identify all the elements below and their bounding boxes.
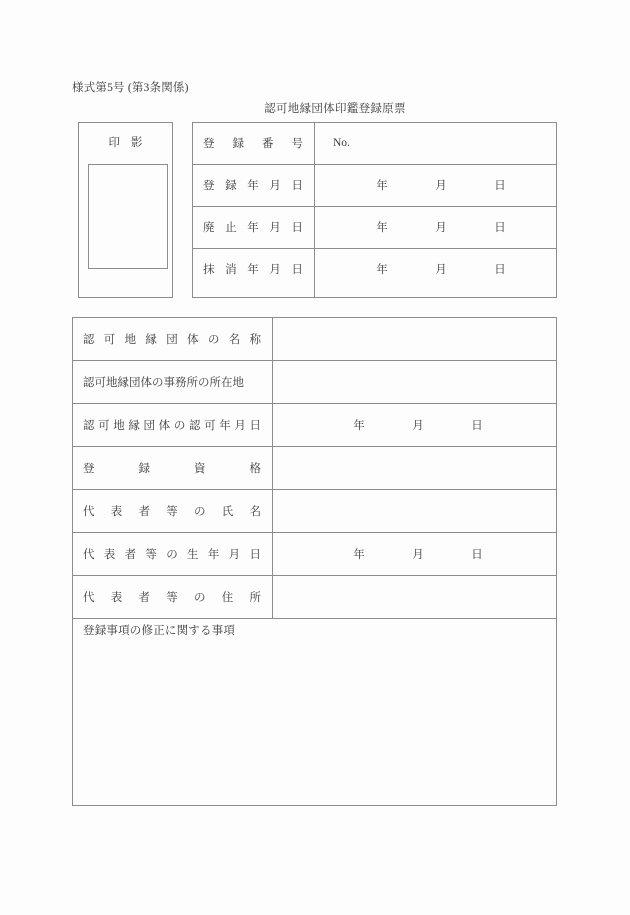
- abolition-date-value[interactable]: 年 月 日: [376, 222, 524, 234]
- group-office-address-value[interactable]: [273, 360, 557, 403]
- registration-qualification-label: 登録資格: [83, 462, 261, 475]
- deletion-date-value[interactable]: 年 月 日: [376, 264, 524, 276]
- representative-name-value[interactable]: [273, 489, 557, 532]
- representative-birthdate-value[interactable]: 年 月 日: [353, 548, 501, 561]
- page-title: 認可地縁団体印鑑登録原票: [264, 103, 406, 115]
- main-notes-divider: [72, 618, 557, 619]
- group-approval-date-label: 認可地縁団体の認可年月日: [83, 419, 261, 432]
- group-approval-date-value[interactable]: 年 月 日: [353, 419, 501, 432]
- representative-name-label: 代表者等の氏名: [83, 505, 261, 518]
- registration-date-value[interactable]: 年 月 日: [376, 180, 524, 192]
- registration-qualification-value[interactable]: [273, 446, 557, 489]
- abolition-date-label: 廃止年月日: [203, 222, 303, 234]
- deletion-date-label: 抹消年月日: [203, 264, 303, 276]
- representative-birthdate-label: 代表者等の生年月日: [83, 548, 261, 561]
- seal-impression-label: 印影: [108, 137, 154, 149]
- registration-date-label: 登録年月日: [203, 180, 303, 192]
- group-name-value[interactable]: [273, 317, 557, 360]
- representative-address-value[interactable]: [273, 575, 557, 618]
- representative-address-label: 代表者等の住所: [83, 591, 261, 604]
- group-office-address-label: 認可地縁団体の事務所の所在地: [83, 376, 244, 389]
- seal-impression-field[interactable]: [88, 164, 168, 269]
- group-name-label: 認可地縁団体の名称: [83, 333, 261, 346]
- registration-number-label: 登録番号: [203, 138, 303, 150]
- amendment-notes-label: 登録事項の修正に関する事項: [83, 625, 236, 637]
- form-code: 様式第5号 (第3条関係): [72, 82, 189, 94]
- amendment-notes-field[interactable]: [73, 634, 556, 805]
- registration-number-value[interactable]: No.: [333, 137, 350, 149]
